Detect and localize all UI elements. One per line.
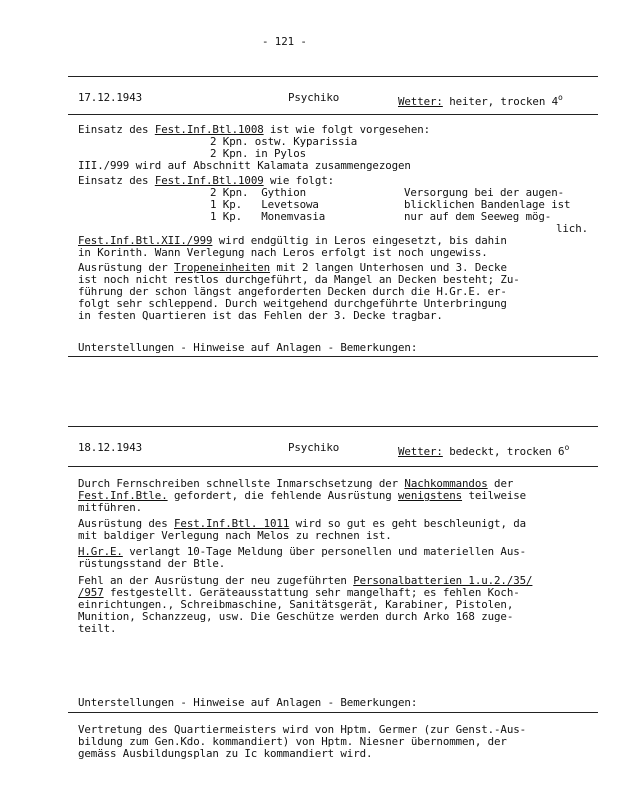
entry1-weather-value: heiter, trocken 4 [449,95,559,108]
entry1-side-note: lich. [556,222,589,235]
entry2-line: mitführen. [78,501,143,514]
entry1-place: Psychiko [288,91,340,104]
entry1-line: 2 Kpn. ostw. Kyparissia [210,135,358,148]
entry1-line: Einsatz des Fest.Inf.Btl.1009 wie folgt: [78,174,335,187]
entry1-line: Ausrüstung der Tropeneinheiten mit 2 langen Unterhosen und 3. Decke [78,261,507,274]
unit-name: Tropeneinheiten [174,261,271,274]
entry1-remarks-heading: Unterstellungen - Hinweise auf Anlagen - Bemerkungen: [78,341,418,354]
entry1-top-rule [68,76,598,77]
entry2-line: teilt. [78,622,117,635]
entry1-line: folgt sehr schleppend. Durch weitgehend durchgeführte Unterbringung [78,297,507,310]
entry1-side-note: Versorgung bei der augen- [404,186,565,199]
entry2-remark-line: bildung zum Gen.Kdo. kommandiert) von Hptm. Niesner übernommen, der [78,735,507,748]
entry1-date: 17.12.1943 [78,91,143,104]
unit-name: Fest.Inf.Btle. [78,489,168,502]
entry2-line: Munition, Schanzzeug, usw. Die Geschütze werden durch Arko 168 zuge- [78,610,514,623]
entry1-line: 2 Kpn. Gythion [210,186,307,199]
unit-name: Fest.Inf.Btl.1009 [154,174,264,187]
entry2-weather-label: Wetter: [398,445,443,458]
entry1-line: 1 Kp. Monemvasia [210,210,326,223]
entry1-line: in Korinth. Wann Verlegung nach Leros erfolgt ist noch ungewiss. [78,246,488,259]
entry2-top-rule [68,426,598,427]
unit-name: Fest.Inf.Btl.1008 [154,123,264,136]
unit-name: /957 [78,586,104,599]
entry2-line: /957 festgestellt. Geräteausstattung sehr mangelhaft; es fehlen Koch- [78,586,520,599]
entry2-line: mit baldiger Verlegung nach Melos zu rechnen ist. [78,529,392,542]
page-number: - 121 - [262,35,307,48]
entry2-line: Ausrüstung des Fest.Inf.Btl. 1011 wird so gut es geht beschleunigt, da [78,517,527,530]
entry2-date: 18.12.1943 [78,441,143,454]
entry1-line: 2 Kpn. in Pylos [210,147,307,160]
entry2-line: Fest.Inf.Btle. gefordert, die fehlende Ausrüstung wenigstens teilweise [78,489,527,502]
entry2-line: einrichtungen., Schreibmaschine, Sanitätsgerät, Karabiner, Pistolen, [78,598,514,611]
entry1-weather-label: Wetter: [398,95,443,108]
entry2-header-rule [68,466,598,467]
entry1-weather-degree: o [558,93,563,102]
entry1-side-note: nur auf dem Seeweg mög- [404,210,552,223]
entry2-place: Psychiko [288,441,340,454]
entry1-line: Einsatz des Fest.Inf.Btl.1008 ist wie folgt vorgesehen: [78,123,431,136]
entry2-line: Durch Fernschreiben schnellste Inmarschsetzung der Nachkommandos der [78,477,514,490]
entry1-line: Fest.Inf.Btl.XII./999 wird endgültig in Leros eingesetzt, bis dahin [78,234,507,247]
unit-name: Fest.Inf.Btl. 1011 [174,517,290,530]
entry2-line: H.Gr.E. verlangt 10-Tage Meldung über personellen und materiellen Aus- [78,545,527,558]
entry1-side-note: blicklichen Bandenlage ist [404,198,571,211]
entry2-remarks-heading: Unterstellungen - Hinweise auf Anlagen - Bemerkungen: [78,696,418,709]
entry2-remark-line: Vertretung des Quartiermeisters wird von Hptm. Germer (zur Genst.-Aus- [78,723,527,736]
entry1-line: ist noch nicht restlos durchgeführt, da Mangel an Decken besteht; Zu- [78,273,520,286]
entry1-line: führung der schon längst angeforderten Decken durch die H.Gr.E. er- [78,285,507,298]
entry2-remarks-rule [68,712,598,713]
unit-name: H.Gr.E. [78,545,123,558]
unit-name: Personalbatterien 1.u.2./35/ [353,574,533,587]
unit-name: Nachkommandos [404,477,488,490]
entry2-line: Fehl an der Ausrüstung der neu zugeführten Personalbatterien 1.u.2./35/ [78,574,533,587]
unit-name: Fest.Inf.Btl.XII./999 [78,234,213,247]
entry2-weather-value: bedeckt, trocken 6 [449,445,565,458]
entry1-weather [398,92,563,108]
entry1-remarks-rule [68,356,598,357]
entry1-line: III./999 wird auf Abschnitt Kalamata zusammengezogen [78,159,411,172]
entry2-remark-line: gemäss Ausbildungsplan zu Ic kommandiert wird. [78,747,373,760]
entry2-line: rüstungsstand der Btle. [78,557,226,570]
entry2-weather [398,442,569,458]
entry1-line: 1 Kp. Levetsowa [210,198,319,211]
entry1-header-rule [68,114,598,115]
entry2-weather-degree: o [564,443,570,452]
entry1-line: in festen Quartieren ist das Fehlen der 3. Decke tragbar. [78,309,443,322]
